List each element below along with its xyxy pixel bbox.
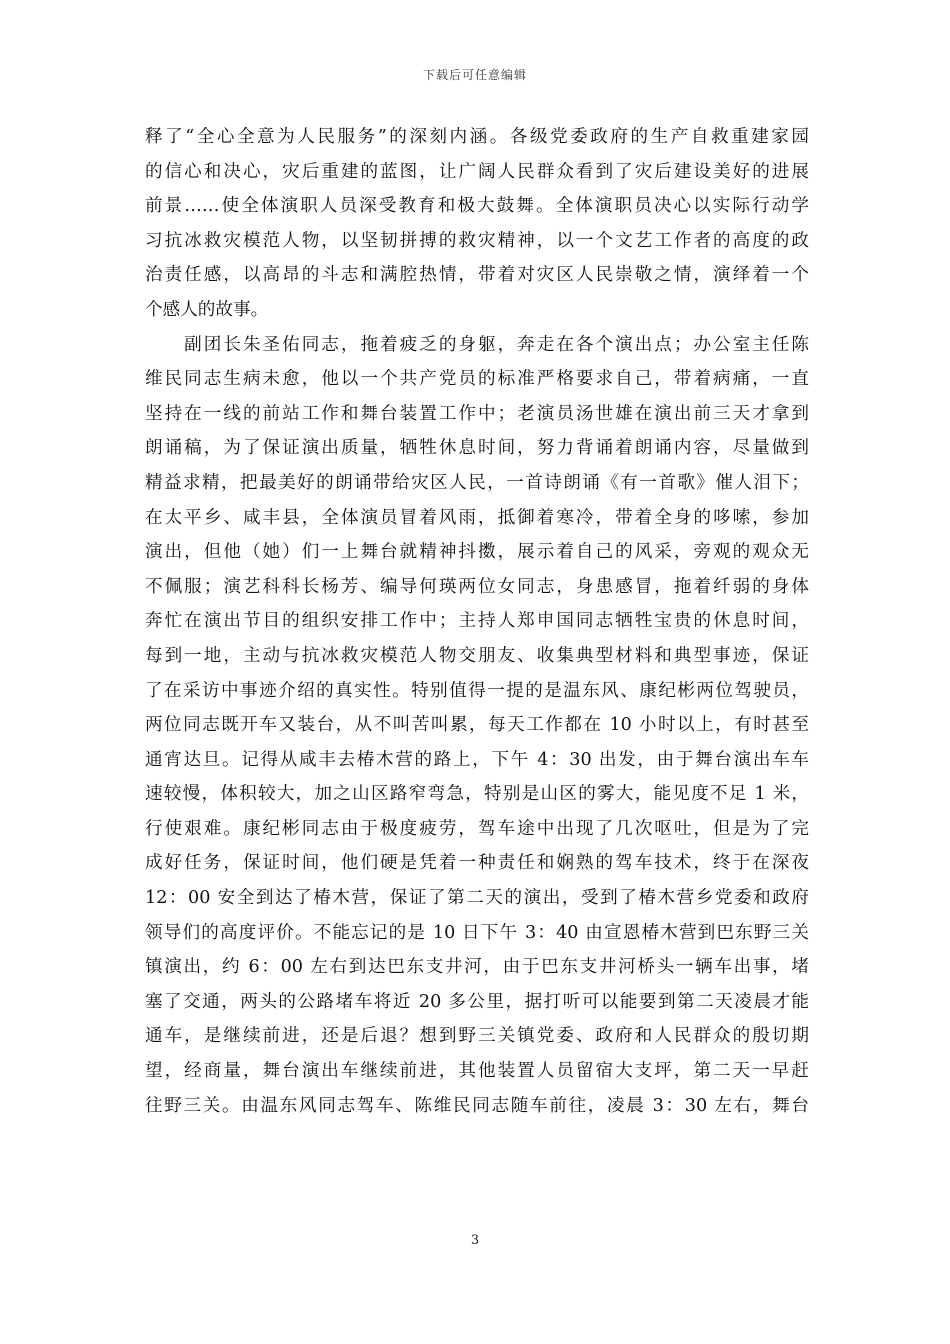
text-line: 朗诵稿，为了保证演出质量，牺牲休息时间，努力背诵着朗诵内容，尽量做到 — [145, 438, 809, 459]
text-line: 成好任务，保证时间，他们硬是凭着一种责任和娴熟的驾车技术，终于在深夜 — [145, 853, 809, 874]
text-line: 治责任感，以高昂的斗志和满腔热情，带着对灾区人民崇敬之情，演绎着一个 — [145, 265, 809, 286]
text-line: 精益求精，把最美好的朗诵带给灾区人民，一首诗朗诵《有一首歌》催人泪下； — [145, 472, 809, 493]
text-line: 速较慢，体积较大，加之山区路窄弯急，特别是山区的雾大，能见度不足 1 米， — [145, 784, 809, 805]
text-line: 不佩服；演艺科科长杨芳、编导何瑛两位女同志，身患感冒，拖着纤弱的身体 — [145, 576, 809, 597]
text-line: 在太平乡、咸丰县，全体演员冒着风雨，抵御着寒冷，带着全身的哆嗦，参加 — [145, 507, 809, 528]
text-line: 前景……使全体演职人员深受教育和极大鼓舞。全体演职员决心以实际行动学 — [145, 196, 809, 217]
text-line: 望，经商量，舞台演出车继续前进，其他装置人员留宿大支坪，第二天一早赶 — [145, 1061, 809, 1082]
body-text — [145, 120, 809, 1123]
text-line: 释了“全心全意为人民服务”的深刻内涵。各级党委政府的生产自救重建家园 — [145, 127, 809, 147]
text-line: 坚持在一线的前站工作和舞台装置工作中；老演员汤世雄在演出前三天才拿到 — [145, 403, 809, 424]
page-header: 下载后可任意编辑 — [422, 68, 527, 82]
paragraph-1 — [145, 120, 809, 328]
text-line: 通车，是继续前进，还是后退？想到野三关镇党委、政府和人民群众的殷切期 — [145, 1026, 809, 1047]
text-line: 往野三关。由温东风同志驾车、陈维民同志随车前往，凌晨 3：30 左右，舞台 — [145, 1095, 809, 1116]
text-line: 领导们的高度评价。不能忘记的是 10 日下午 3：40 由宣恩椿木营到巴东野三关 — [145, 922, 809, 943]
text-line: 每到一地，主动与抗冰救灾模范人物交朋友、收集典型材料和典型事迹，保证 — [145, 645, 809, 666]
text-line: 维民同志生病未愈，他以一个共产党员的标准严格要求自己，带着病痛，一直 — [145, 369, 809, 390]
text-line: 12：00 安全到达了椿木营，保证了第二天的演出，受到了椿木营乡党委和政府 — [145, 888, 809, 909]
text-line: 副团长朱圣佑同志，拖着疲乏的身躯，奔走在各个演出点；办公室主任陈 — [145, 334, 809, 355]
text-line: 通宵达旦。记得从咸丰去椿木营的路上，下午 4：30 出发，由于舞台演出车车 — [145, 749, 809, 770]
text-line: 两位同志既开车又装台，从不叫苦叫累，每天工作都在 10 小时以上，有时甚至 — [145, 715, 809, 736]
text-line: 行使艰难。康纪彬同志由于极度疲劳，驾车途中出现了几次呕吐，但是为了完 — [145, 818, 809, 839]
text-line: 习抗冰救灾模范人物，以坚韧拼搏的救灾精神，以一个文艺工作者的高度的政 — [145, 230, 809, 251]
text-line: 塞了交通，两头的公路堵车将近 20 多公里，据打听可以能要到第二天凌晨才能 — [145, 991, 809, 1012]
text-line: 了在采访中事迹介绍的真实性。特别值得一提的是温东风、康纪彬两位驾驶员， — [145, 680, 809, 701]
text-line: 的信心和决心，灾后重建的蓝图，让广阔人民群众看到了灾后建设美好的进展 — [145, 161, 809, 182]
text-line: 个感人的故事。 — [145, 299, 269, 320]
page-number: 3 — [470, 1233, 480, 1248]
paragraph-2 — [145, 328, 809, 1124]
text-line: 演出，但他（她）们一上舞台就精神抖擞，展示着自己的风采，旁观的观众无 — [145, 542, 809, 563]
text-line: 镇演出，约 6：00 左右到达巴东支井河，由于巴东支井河桥头一辆车出事，堵 — [145, 957, 809, 978]
text-line: 奔忙在演出节目的组织安排工作中；主持人郑申国同志牺牲宝贵的休息时间， — [145, 611, 809, 632]
